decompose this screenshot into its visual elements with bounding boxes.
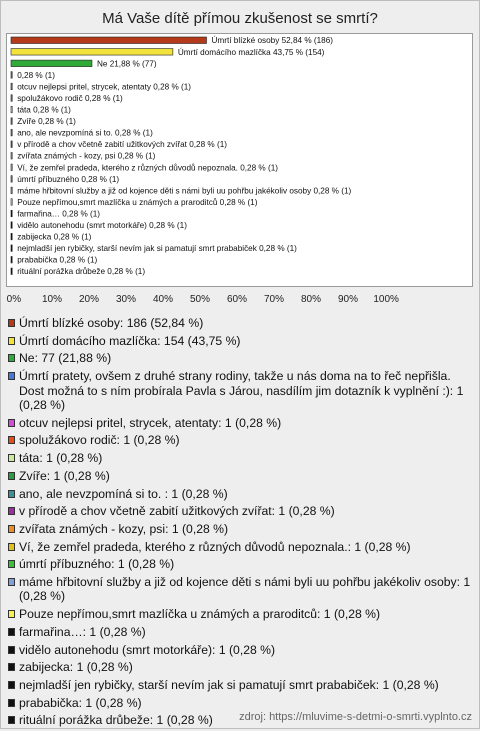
legend-item: [8, 469, 474, 484]
legend-swatch: [8, 507, 15, 515]
bar-label-0: Úmrtí blízké osoby 52,84 % (186): [211, 36, 334, 46]
legend-item: [8, 540, 474, 555]
legend-swatch: [8, 646, 15, 654]
legend-item: [8, 416, 474, 431]
bar-label-5: spolužákovo rodič 0,28 % (1): [17, 93, 123, 103]
legend-label: zabijecka: 1 (0,28 %): [19, 660, 133, 675]
legend-label: táta: 1 (0,28 %): [19, 451, 103, 466]
bar-label-1: Úmrtí domácího mazlíčka 43,75 % (154): [177, 47, 325, 57]
bar-5: [11, 95, 12, 102]
bar-16: [11, 222, 12, 229]
bar-label-6: táta 0,28 % (1): [17, 105, 71, 115]
legend-swatch: [8, 681, 15, 689]
legend-label: farmařina…: 1 (0,28 %): [19, 624, 146, 639]
legend-swatch: [8, 472, 15, 480]
bar-1: [11, 49, 173, 56]
bar-4: [11, 83, 12, 90]
legend-label: otcuv nejlepsi pritel, strycek, atentaty: 1 (0,28 %): [19, 415, 282, 430]
legend-label: rituální porážka drůbeže: 1 (0,28 %): [19, 713, 213, 728]
bar-label-14: Pouze nepřímou,smrt mazlíčka u známých a praroditců 0,28 % (1): [17, 197, 258, 207]
legend-item: [8, 643, 474, 658]
legend-swatch: [8, 525, 15, 533]
legend-swatch: [8, 436, 15, 444]
legend-swatch: [8, 610, 15, 618]
x-tick-label: 0%: [6, 294, 22, 305]
bar-14: [11, 199, 12, 206]
x-axis-ticks: [0, 294, 480, 308]
legend-item: [8, 607, 474, 622]
legend-item: [8, 334, 474, 349]
legend-label: Úmrtí blízké osoby: 186 (52,84 %): [19, 316, 204, 330]
bar-11: [11, 164, 12, 171]
legend-item: [8, 351, 474, 366]
legend-swatch: [8, 372, 15, 380]
bar-label-2: Ne 21,88 % (77): [96, 59, 157, 69]
plot-area: [6, 33, 473, 287]
legend-label: máme hřbitovní služby a již od kojence děti s námi byli uu pohřbu jakékoliv osoby: 1 (0,28 %): [19, 574, 471, 604]
legend-label: spolužákovo rodič: 1 (0,28 %): [19, 433, 180, 448]
legend-item: [8, 451, 474, 466]
bar-label-20: rituální porážka drůbeže 0,28 % (1): [17, 267, 146, 277]
legend-label: Ví, že zemřel pradeda, kterého z různých důvodů nepoznala.: 1 (0,28 %): [19, 539, 411, 554]
legend: [8, 316, 474, 731]
bars-svg: [7, 34, 474, 288]
legend-label: zvířata známých - kozy, psi: 1 (0,28 %): [19, 521, 229, 536]
legend-swatch: [8, 716, 15, 724]
legend-item: [8, 678, 474, 693]
bar-15: [11, 210, 12, 217]
bar-6: [11, 106, 12, 113]
bar-20: [11, 268, 12, 275]
legend-swatch: [8, 699, 15, 707]
legend-swatch: [8, 543, 15, 551]
chart-title: Má Vaše dítě přímou zkušenost se smrtí?: [102, 10, 378, 27]
legend-item: [8, 316, 474, 331]
x-tick-label: 50%: [189, 294, 211, 305]
bar-0: [11, 37, 207, 44]
bar-label-16: vidělo autonehodu (smrt motorkáře) 0,28 % (1): [17, 221, 187, 230]
bar-12: [11, 176, 12, 183]
bar-17: [11, 233, 12, 240]
bar-2: [11, 60, 92, 67]
legend-swatch: [8, 337, 15, 345]
legend-label: Úmrtí domácího mazlíčka: 154 (43,75 %): [19, 333, 241, 348]
legend-item: [8, 504, 474, 519]
legend-item: [8, 487, 474, 502]
x-tick-label: 30%: [115, 294, 137, 305]
legend-item: [8, 660, 474, 675]
legend-label: úmrtí příbuzného: 1 (0,28 %): [19, 557, 175, 572]
bar-13: [11, 187, 12, 194]
bar-19: [11, 256, 12, 263]
legend-label: Pouze nepřímou,smrt mazlíčka u známých a praroditců: 1 (0,28 %): [19, 607, 381, 622]
legend-label: nejmladší jen rybičky, starší nevím jak si pamatují smrt prababiček: 1 (0,28 %): [19, 677, 439, 692]
x-tick-label: 20%: [78, 294, 100, 305]
legend-swatch: [8, 490, 15, 498]
bar-7: [11, 118, 12, 125]
source-note: zdroj: https://mluvime-s-detmi-o-smrti.vyplnto.cz: [239, 711, 472, 723]
x-tick-label: 70%: [263, 294, 285, 305]
bar-label-11: Ví, že zemřel pradeda, kterého z různých důvodů nepoznala. 0,28 % (1): [17, 163, 278, 173]
x-tick-label: 60%: [226, 294, 248, 305]
legend-swatch: [8, 419, 15, 427]
legend-item: [8, 696, 474, 711]
bar-label-3: 0,28 % (1): [17, 70, 55, 80]
legend-label: vidělo autonehodu (smrt motorkáře): 1 (0,28 %): [19, 642, 276, 657]
x-tick-label: 80%: [300, 294, 322, 305]
bar-9: [11, 141, 12, 148]
bar-label-15: farmařina… 0,28 % (1): [17, 209, 101, 219]
bar-label-13: máme hřbitovní služby a již od kojence děti s námi byli uu pohřbu jakékoliv osoby 0,28 % (1): [17, 186, 352, 196]
bar-label-9: v přírodě a chov včetně zabití užitkových zvířat 0,28 % (1): [17, 140, 227, 150]
legend-swatch: [8, 578, 15, 586]
bar-8: [11, 129, 12, 136]
bar-label-4: otcuv nejlepsi pritel, strycek, atentaty 0,28 % (1): [17, 82, 192, 92]
bar-10: [11, 153, 12, 160]
legend-item: [8, 575, 474, 604]
legend-label: Ne: 77 (21,88 %): [19, 351, 112, 366]
legend-item: [8, 522, 474, 537]
bar-18: [11, 245, 12, 252]
x-tick-label: 100%: [373, 294, 399, 305]
bar-label-18: nejmladší jen rybičky, starší nevím jak si pamatují smrt prababiček 0,28 % (1): [17, 244, 297, 254]
bar-label-19: prababička 0,28 % (1): [17, 255, 98, 265]
legend-swatch: [8, 319, 15, 327]
legend-item: [8, 557, 474, 572]
legend-swatch: [8, 663, 15, 671]
x-tick-label: 40%: [152, 294, 174, 305]
legend-item: [8, 369, 474, 413]
bar-label-10: zvířata známých - kozy, psi 0,28 % (1): [17, 151, 156, 161]
bar-label-17: zabijecka 0,28 % (1): [17, 232, 92, 242]
legend-swatch: [8, 454, 15, 462]
legend-label: ano, ale nevzpomíná si to. : 1 (0,28 %): [19, 486, 228, 501]
x-tick-label: 90%: [337, 294, 359, 305]
x-tick-label: 10%: [41, 294, 63, 305]
legend-swatch: [8, 354, 15, 362]
bar-label-12: úmrtí příbuzného 0,28 % (1): [17, 174, 120, 184]
legend-label: Zvíře: 1 (0,28 %): [19, 468, 110, 483]
legend-label: prababička: 1 (0,28 %): [19, 695, 142, 710]
bar-3: [11, 72, 12, 79]
legend-label: Úmrtí pratety, ovšem z druhé strany rodiny, takže u nás doma na to řeč nepřišla. Dost možná to s ním probírala Pavla s Járou, nasdílím jim dotazník k vyplnění :): 1 (0,28 %): [19, 369, 464, 413]
legend-item: [8, 433, 474, 448]
legend-item: [8, 625, 474, 640]
legend-label: v přírodě a chov včetně zabití užitkových zvířat: 1 (0,28 %): [19, 504, 335, 519]
bar-label-7: Zvíře 0,28 % (1): [17, 117, 76, 127]
bar-label-8: ano, ale nevzpomíná si to. 0,28 % (1): [17, 128, 153, 138]
legend-swatch: [8, 628, 15, 636]
legend-swatch: [8, 560, 15, 568]
